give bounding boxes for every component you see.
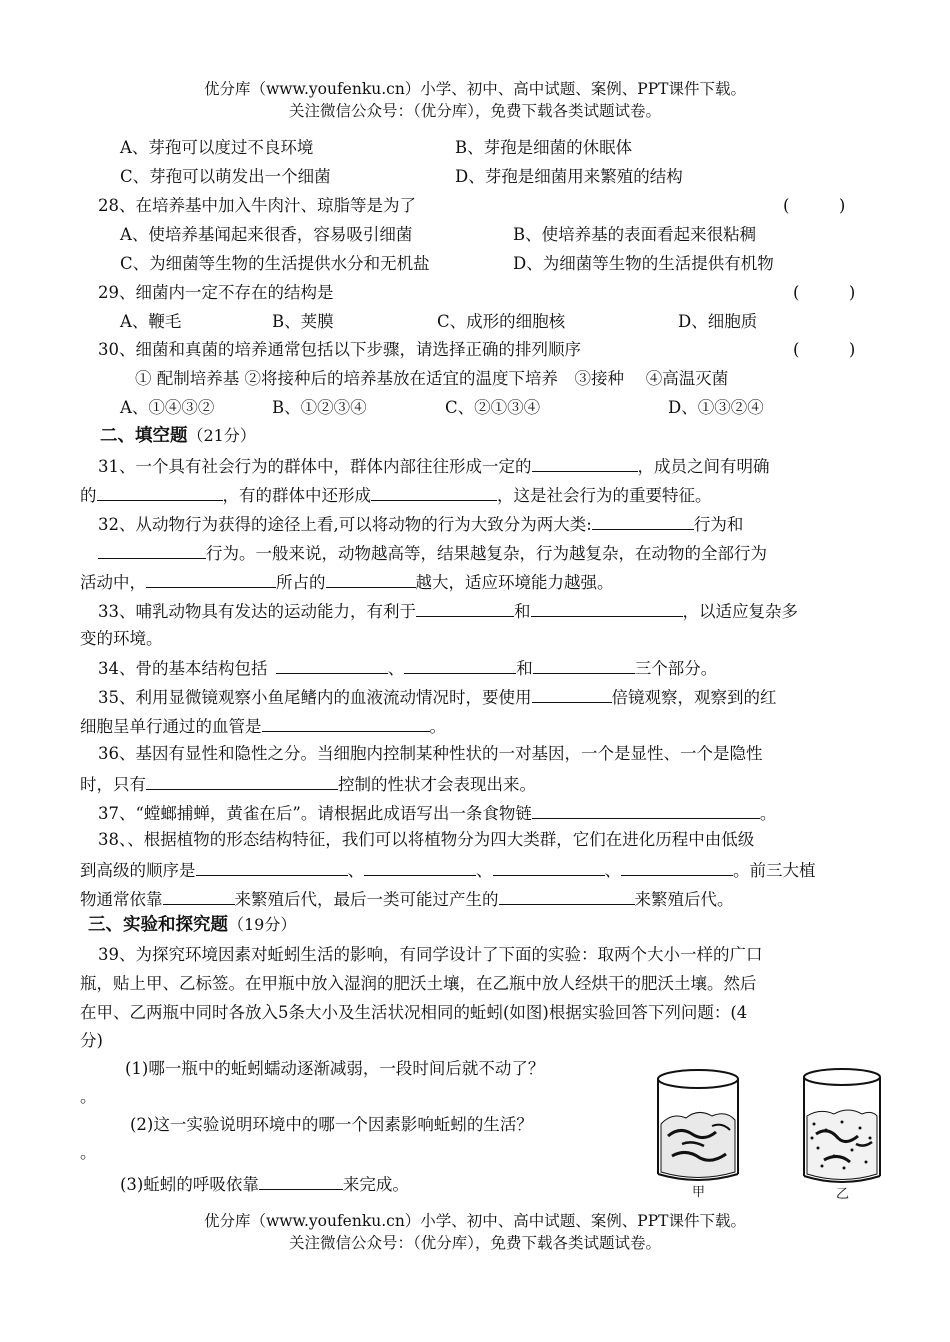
q32-blank-1[interactable] bbox=[592, 512, 694, 530]
section-2-heading bbox=[100, 425, 256, 447]
header-line-2: 关注微信公众号：（优分库），免费下载各类试题试卷。 bbox=[288, 102, 661, 120]
jar-jia-label: 甲 bbox=[692, 1185, 706, 1200]
q39-sub-question-1: (1)哪一瓶中的蚯蚓蠕动逐渐减弱，一段时间后就不动了？ bbox=[125, 1059, 545, 1078]
q28-option-c: C、为细菌等生物的生活提供水分和无机盐 bbox=[120, 254, 430, 273]
q28-option-a: A、使培养基闻起来很香，容易吸引细菌 bbox=[120, 225, 413, 244]
q36-line-1: 36、基因有显性和隐性之分。当细胞内控制某种性状的一对基因，一个是显性、一个是隐性 bbox=[98, 744, 763, 763]
section-3-title: 三、实验和探究题 bbox=[88, 915, 228, 935]
q32-blank-2[interactable] bbox=[98, 541, 206, 559]
q34-text-b: 、 bbox=[387, 659, 405, 678]
q35-text-a: 35、利用显微镜观察小鱼尾鳍内的血液流动情况时，要使用 bbox=[98, 688, 532, 707]
q37-blank-1[interactable] bbox=[532, 801, 760, 819]
q32-line-2 bbox=[98, 541, 767, 565]
q31-blank-2[interactable] bbox=[97, 483, 223, 501]
q34-blank-2[interactable] bbox=[404, 656, 516, 674]
page-header bbox=[0, 78, 950, 122]
q36-text-b: 控制的性状才会表现出来。 bbox=[338, 775, 536, 794]
q38-text-h: 来繁殖后代。 bbox=[634, 890, 734, 909]
q34-line bbox=[98, 656, 717, 680]
q38-text-e: 。前三大植 bbox=[733, 861, 816, 880]
q35-line-1 bbox=[98, 685, 777, 709]
section-3-score: （19分） bbox=[228, 915, 297, 934]
q39-answer-line-1: 。 bbox=[80, 1087, 97, 1106]
q39-sub-question-2: (2)这一实验说明环境中的哪一个因素影响蚯蚓的生活？ bbox=[130, 1115, 533, 1134]
q35-text-d: 。 bbox=[429, 717, 446, 736]
q31-line-2 bbox=[80, 483, 712, 507]
q36-text-a: 时，只有 bbox=[80, 775, 146, 794]
q32-text-f: 越大，适应环境能力越强。 bbox=[415, 573, 614, 592]
jar-yi-label: 乙 bbox=[836, 1187, 850, 1202]
q27-option-d: D、芽孢是细菌用来繁殖的结构 bbox=[455, 167, 683, 186]
q32-blank-3[interactable] bbox=[146, 570, 276, 588]
q30-answer-paren: ( ) bbox=[793, 340, 856, 359]
jar-yi bbox=[804, 1069, 880, 1202]
q32-text-e: 所占的 bbox=[276, 573, 326, 592]
q30-steps: ① 配制培养基 ②将接种后的培养基放在适宜的温度下培养 ③接种 ④高温灭菌 bbox=[135, 369, 729, 388]
q35-text-b: 倍镜观察，观察到的红 bbox=[611, 688, 777, 707]
q31-text-d: ，有的群体中还形成 bbox=[222, 486, 371, 505]
q37-text-a: 37、“螳螂捕蝉，黄雀在后”。请根据此成语写出一条食物链 bbox=[98, 804, 532, 823]
q35-text-c: 细胞呈单行通过的血管是 bbox=[80, 717, 262, 736]
q38-text-a: 到高级的顺序是 bbox=[80, 861, 196, 880]
q36-line-2 bbox=[80, 772, 536, 796]
footer-line-1: 优分库（www.youfenku.cn）小学、初中、高中试题、案例、PPT课件下载。 bbox=[203, 1212, 747, 1230]
q38-blank-4[interactable] bbox=[621, 858, 733, 876]
q39-line-4: 分) bbox=[80, 1031, 103, 1050]
q38-text-f: 物通常依靠 bbox=[80, 890, 163, 909]
jar-jia bbox=[658, 1070, 738, 1200]
q38-text-d: 、 bbox=[604, 861, 621, 880]
section-2-title: 二、填空题 bbox=[100, 426, 188, 446]
q33-text-a: 33、哺乳动物具有发达的运动能力，有利于 bbox=[98, 602, 416, 621]
q29-stem: 29、细菌内一定不存在的结构是 bbox=[98, 283, 334, 302]
q31-text-e: ，这是社会行为的重要特征。 bbox=[497, 486, 712, 505]
q32-text-d: 活动中， bbox=[80, 573, 146, 592]
q29-option-a: A、鞭毛 bbox=[120, 312, 182, 331]
q31-blank-3[interactable] bbox=[371, 483, 497, 501]
q27-option-a: A、芽孢可以度过不良环境 bbox=[120, 138, 314, 157]
q32-text-c: 行为。一般来说，动物越高等，结果越复杂，行为越复杂，在动物的全部行为 bbox=[206, 544, 767, 563]
q38-text-b: 、 bbox=[347, 861, 364, 880]
q39-blank-1[interactable] bbox=[259, 1172, 343, 1190]
q32-line-3 bbox=[80, 570, 614, 594]
q38-blank-2[interactable] bbox=[364, 858, 476, 876]
q39-sub-question-3 bbox=[120, 1172, 409, 1196]
q28-option-d: D、为细菌等生物的生活提供有机物 bbox=[513, 254, 774, 273]
q38-line-1: 38、、根据植物的形态结构特征，我们可以将植物分为四大类群，它们在进化历程中由低级 bbox=[98, 830, 755, 849]
q32-line-1 bbox=[98, 512, 743, 536]
q37-text-b: 。 bbox=[759, 804, 777, 823]
q32-text-b: 行为和 bbox=[693, 515, 744, 534]
q33-text-c: ，以适应复杂多 bbox=[682, 602, 798, 621]
q39-answer-line-2: 。 bbox=[80, 1143, 97, 1162]
q28-option-b: B、使培养基的表面看起来很粘稠 bbox=[513, 225, 757, 244]
q34-text-a: 34、骨的基本结构包括 bbox=[98, 659, 268, 678]
section-3-heading bbox=[88, 914, 296, 936]
q34-text-c: 和 bbox=[516, 659, 533, 678]
footer-line-2: 关注微信公众号：（优分库），免费下载各类试题试卷。 bbox=[288, 1234, 661, 1252]
q28-stem: 28、在培养基中加入牛肉汁、琼脂等是为了 bbox=[98, 196, 416, 215]
q39-line-3: 在甲、乙两瓶中同时各放入5条大小及生活状况相同的蚯蚓(如图)根据实验回答下列问题：(4 bbox=[80, 1003, 748, 1022]
q38-line-3 bbox=[80, 887, 734, 911]
q30-stem: 30、细菌和真菌的培养通常包括以下步骤，请选择正确的排列顺序 bbox=[98, 340, 581, 359]
q33-blank-1[interactable] bbox=[416, 599, 514, 617]
q31-text-b: ，成员之间有明确 bbox=[637, 457, 770, 476]
q31-text-c: 的 bbox=[80, 486, 97, 505]
q38-text-g: 来繁殖后代，最后一类可能过产生的 bbox=[234, 890, 499, 909]
q32-text-a: 32、从动物行为获得的途径上看,可以将动物的行为大致分为两大类: bbox=[98, 515, 592, 534]
q31-blank-1[interactable] bbox=[532, 454, 638, 472]
q35-line-2 bbox=[80, 714, 446, 738]
q29-option-c: C、成形的细胞核 bbox=[437, 312, 566, 331]
q38-blank-1[interactable] bbox=[196, 858, 348, 876]
q31-line-1 bbox=[98, 454, 770, 478]
q39-line-1: 39、为探究环境因素对蚯蚓生活的影响，有同学设计了下面的实验：取两个大小一样的广口 bbox=[98, 945, 763, 964]
q33-line-1 bbox=[98, 599, 798, 623]
q30-option-b: B、①②③④ bbox=[272, 398, 367, 417]
q38-blank-6[interactable] bbox=[499, 887, 635, 905]
q36-blank-1[interactable] bbox=[146, 772, 338, 790]
q38-line-2 bbox=[80, 858, 816, 882]
q31-text-a: 31、一个具有社会行为的群体中，群体内部往往形成一定的 bbox=[98, 457, 532, 476]
q28-answer-paren: ( ) bbox=[783, 196, 846, 215]
q32-blank-4[interactable] bbox=[326, 570, 416, 588]
q35-blank-1[interactable] bbox=[532, 685, 612, 703]
q30-option-c: C、②①③④ bbox=[445, 398, 541, 417]
q39-sub3-text-b: 来完成。 bbox=[342, 1175, 409, 1194]
q29-option-d: D、细胞质 bbox=[678, 312, 758, 331]
q33-text-b: 和 bbox=[514, 602, 531, 621]
q29-answer-paren: ( ) bbox=[793, 283, 856, 302]
q30-option-d: D、①③②④ bbox=[668, 398, 764, 417]
q37-line bbox=[98, 801, 776, 825]
q30-option-a: A、①④③② bbox=[120, 398, 215, 417]
q34-text-d: 三个部分。 bbox=[634, 659, 718, 678]
q35-blank-2[interactable] bbox=[262, 714, 430, 732]
q27-option-c: C、芽孢可以萌发出一个细菌 bbox=[120, 167, 331, 186]
q33-line-2: 变的环境。 bbox=[80, 629, 163, 648]
q38-text-c: 、 bbox=[476, 861, 493, 880]
section-2-score: （21分） bbox=[187, 426, 256, 445]
q38-blank-5[interactable] bbox=[163, 887, 235, 905]
q33-blank-2[interactable] bbox=[531, 599, 683, 617]
q34-blank-3[interactable] bbox=[533, 656, 635, 674]
q39-line-2: 瓶，贴上甲、乙标签。在甲瓶中放入湿润的肥沃土壤，在乙瓶中放人经烘干的肥沃土壤。然后 bbox=[80, 974, 757, 993]
q34-blank-1[interactable] bbox=[276, 656, 388, 674]
earthworm-jars-figure bbox=[652, 1064, 912, 1204]
q39-sub3-text-a: (3)蚯蚓的呼吸依靠 bbox=[120, 1175, 259, 1194]
q29-option-b: B、荚膜 bbox=[272, 312, 334, 331]
page-footer bbox=[0, 1210, 950, 1254]
header-line-1: 优分库（www.youfenku.cn）小学、初中、高中试题、案例、PPT课件下载。 bbox=[203, 80, 747, 98]
q38-blank-3[interactable] bbox=[493, 858, 605, 876]
q27-option-b: B、芽孢是细菌的休眠体 bbox=[455, 138, 633, 157]
